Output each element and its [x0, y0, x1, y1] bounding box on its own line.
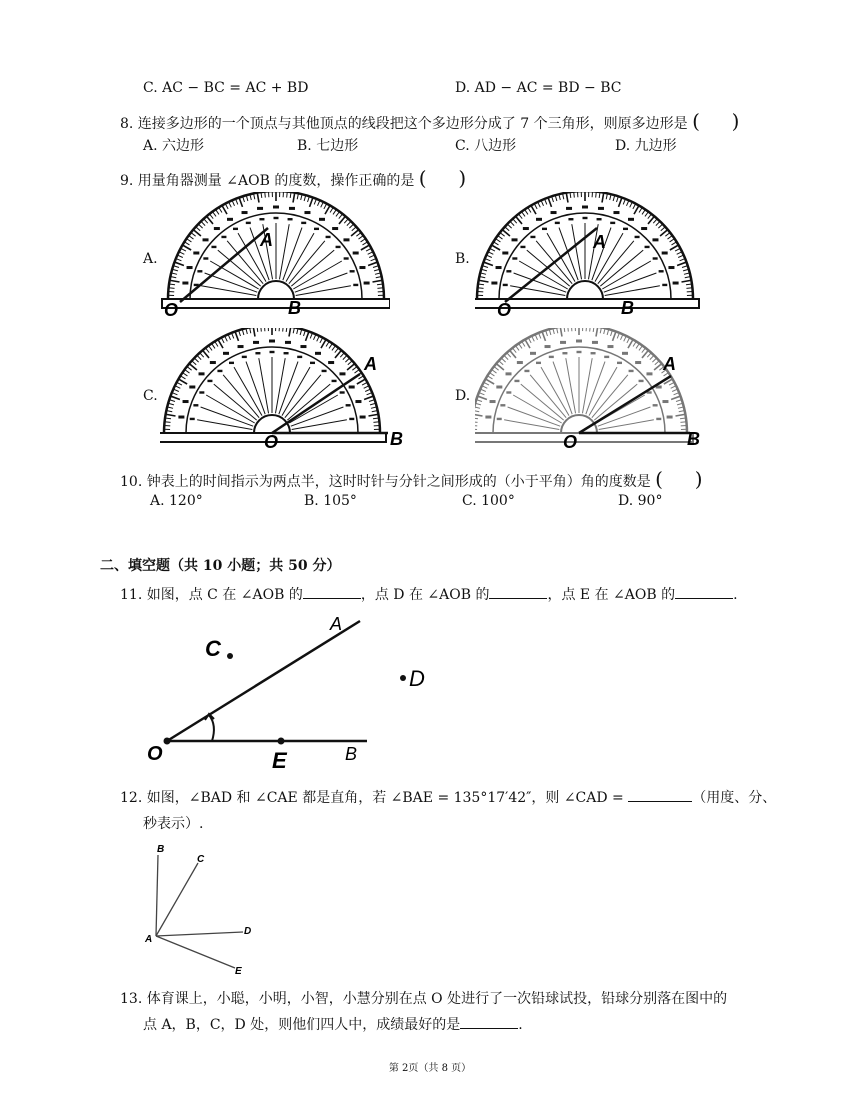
q9-stem: [120, 166, 466, 190]
q11-text-3: ，点 E 在 ∠AOB 的: [547, 587, 676, 603]
q10-answer-paren: ( ): [655, 467, 703, 491]
q8-option-a: A. 六边形: [143, 138, 205, 154]
q13-blank[interactable]: [460, 1016, 518, 1029]
q9-figure-b: [475, 192, 705, 322]
q9-stem-text: 9. 用量角器测量 ∠AOB 的度数，操作正确的是: [120, 173, 415, 189]
q11-text-1: 11. 如图，点 C 在 ∠AOB 的: [120, 587, 303, 603]
q10-option-c: C. 100°: [462, 493, 515, 509]
q9c-point-o: O: [264, 432, 279, 452]
q9-figure-a: [160, 192, 390, 322]
q9d-point-b: B: [687, 429, 700, 449]
q13-text-1: 点 A，B，C，D 处，则他们四人中，成绩最好的是: [143, 1017, 461, 1033]
q12-text-2: （用度、分、: [692, 790, 777, 806]
q8-option-d: D. 九边形: [615, 138, 677, 154]
q11-text-4: .: [733, 587, 738, 603]
q8-stem: [120, 109, 739, 133]
q9-answer-paren: ( ): [418, 166, 467, 190]
q12-label-a: A: [145, 934, 153, 945]
q9-option-a-label: A.: [143, 251, 158, 267]
q8-option-b: B. 七边形: [297, 138, 359, 154]
q11-text-2: ，点 D 在 ∠AOB 的: [360, 587, 490, 603]
q7-option-c: C. AC − BC = AC + BD: [143, 80, 309, 96]
q12-line-2: 秒表示）.: [143, 816, 204, 832]
q12-figure: [140, 840, 270, 980]
section-title: 二、填空题（共 10 小题；共 50 分）: [100, 558, 341, 574]
q12-line-1: [120, 787, 776, 807]
q10-stem-text: 10. 钟表上的时间指示为两点半，这时时针与分针之间形成的（小于平角）角的度数是: [120, 474, 651, 490]
q10-stem: [120, 467, 703, 491]
q11-label-d: D: [409, 666, 425, 691]
q9-figure-c: [160, 328, 410, 453]
q10-option-d: D. 90°: [618, 493, 663, 509]
q11-label-o: O: [147, 743, 163, 765]
q9b-point-a: A: [593, 232, 606, 252]
q10-option-a: A. 120°: [150, 493, 203, 509]
q9d-point-o: O: [563, 432, 578, 452]
q11-label-e: E: [272, 748, 287, 773]
q13-line-1: 13. 体育课上，小聪，小明，小智，小慧分别在点 O 处进行了一次铅球试投，铅球分别落在图中的: [120, 991, 728, 1007]
q11-label-b: B: [345, 744, 358, 764]
q10-option-b: B. 105°: [304, 493, 357, 509]
q9c-point-a: A: [364, 354, 377, 374]
q7-option-d: D. AD − AC = BD − BC: [455, 80, 622, 96]
q9b-point-o: O: [497, 300, 512, 320]
q9-option-b-label: B.: [455, 251, 470, 267]
q9-option-c-label: C.: [143, 388, 158, 404]
q9-figure-d: [475, 328, 715, 453]
q8-stem-text: 8. 连接多边形的一个顶点与其他顶点的线段把这个多边形分成了 7 个三角形，则原多边形是: [120, 116, 688, 132]
q11-blank-1[interactable]: [303, 586, 361, 599]
q9a-point-o: O: [164, 300, 179, 320]
page-footer: 第 2页（共 8 页）: [388, 1063, 472, 1074]
q9a-point-b: B: [288, 298, 301, 318]
q11-blank-2[interactable]: [489, 586, 547, 599]
q9c-point-b: B: [390, 429, 403, 449]
q9a-point-a: A: [260, 230, 273, 250]
q11-stem: [120, 584, 738, 604]
q12-text-1: 12. 如图，∠BAD 和 ∠CAE 都是直角，若 ∠BAE = 135°17′42″，则 ∠CAD =: [120, 790, 624, 806]
q11-label-c: C: [205, 636, 221, 661]
q12-label-e: E: [235, 966, 242, 977]
q9-option-d-label: D.: [455, 388, 471, 404]
q11-figure: [145, 610, 445, 780]
q11-label-a: A: [330, 614, 343, 634]
q12-label-b: B: [157, 844, 165, 855]
q12-blank[interactable]: [628, 789, 692, 802]
q8-option-c: C. 八边形: [455, 138, 517, 154]
q9d-point-a: A: [663, 354, 676, 374]
q13-text-2: .: [518, 1017, 523, 1033]
q13-line-2: [143, 1014, 523, 1034]
q12-label-c: C: [197, 854, 205, 865]
q12-label-d: D: [244, 926, 252, 937]
q8-answer-paren: ( ): [692, 109, 740, 133]
q9b-point-b: B: [621, 298, 634, 318]
q11-blank-3[interactable]: [675, 586, 733, 599]
